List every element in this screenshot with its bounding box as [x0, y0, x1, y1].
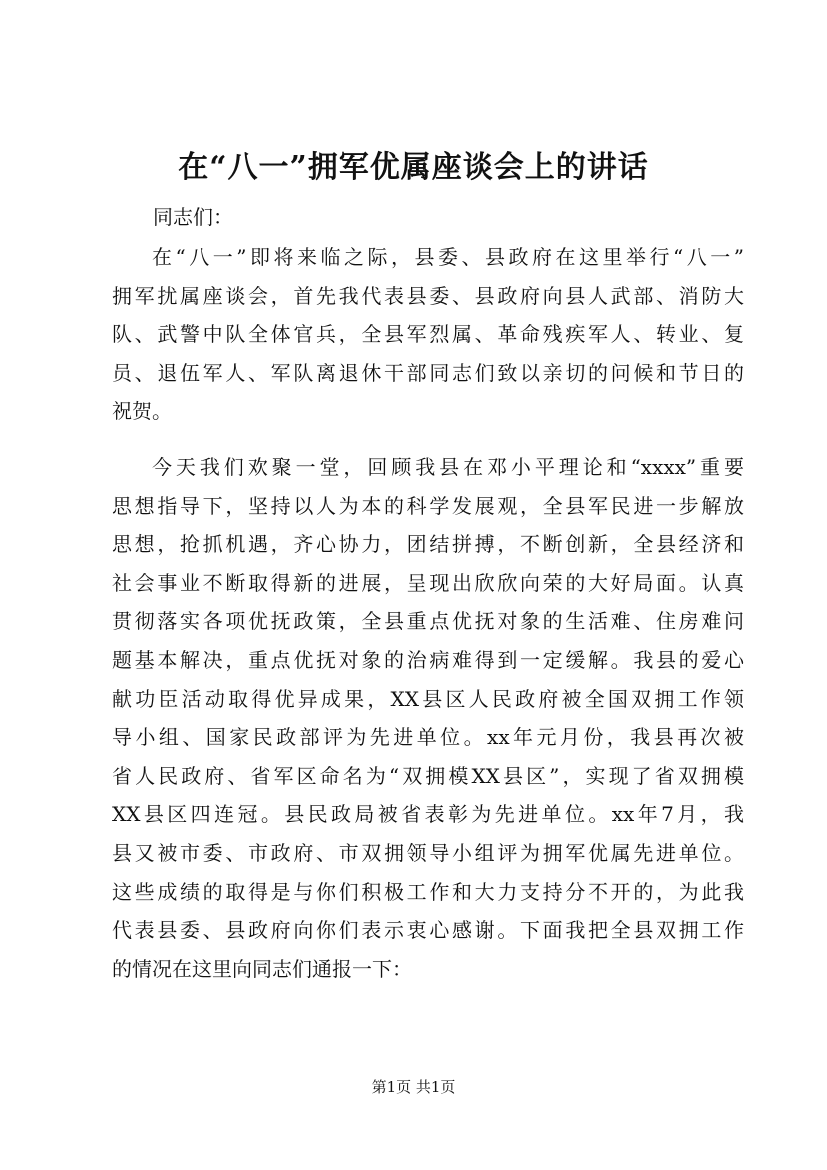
paragraph-line: 队、武警中队全体官兵，全县军烈属、革命残疾军人、转业、复: [112, 322, 744, 347]
paragraph-line: XX县区四连冠。县民政局被省表彰为先进单位。xx年7月，我: [112, 802, 744, 827]
paragraph-line: 社会事业不断取得新的进展，呈现出欣欣向荣的大好局面。认真: [112, 570, 744, 595]
paragraph-line: 题基本解决，重点优抚对象的治病难得到一定缓解。我县的爱心: [112, 647, 744, 672]
paragraph-line: 这些成绩的取得是与你们积极工作和大力支持分不开的，为此我: [112, 879, 744, 904]
paragraph-line: 导小组、国家民政部评为先进单位。xx年元月份，我县再次被: [112, 725, 744, 750]
paragraph-line: 今天我们欢聚一堂，回顾我县在邓小平理论和“xxxx”重要: [152, 455, 744, 479]
salutation: 同志们：: [153, 205, 233, 229]
page-footer: 第1页 共1页: [371, 1078, 456, 1096]
paragraph-line: 在“八一”即将来临之际，县委、县政府在这里举行“八一”: [152, 245, 744, 269]
paragraph-line: 拥军扰属座谈会，首先我代表县委、县政府向县人武部、消防大: [112, 283, 744, 308]
document-title: 在“八一”拥军优属座谈会上的讲话: [178, 150, 649, 185]
paragraph: [112, 238, 744, 431]
paragraph-line: 祝贺。: [112, 399, 172, 424]
paragraph-line: 思想，抢抓机遇，齐心协力，团结拼搏，不断创新，全县经济和: [112, 532, 744, 557]
paragraph-line: 思想指导下，坚持以人为本的科学发展观，全县军民进一步解放: [112, 493, 744, 518]
paragraph-line: 员、退伍军人、军队离退休干部同志们致以亲切的问候和节日的: [112, 360, 744, 385]
paragraph-line: 的情况在这里向同志们通报一下：: [112, 956, 412, 981]
paragraph-line: 县又被市委、市政府、市双拥领导小组评为拥军优属先进单位。: [112, 840, 744, 865]
paragraph-line: 贯彻落实各项优抚政策，全县重点优抚对象的生活难、住房难问: [112, 609, 744, 634]
paragraph: [112, 448, 744, 988]
paragraph-line: 献功臣活动取得优异成果，XX县区人民政府被全国双拥工作领: [112, 686, 744, 711]
paragraph-line: 代表县委、县政府向你们表示衷心感谢。下面我把全县双拥工作: [112, 918, 744, 943]
paragraph-line: 省人民政府、省军区命名为“双拥模XX县区”，实现了省双拥模: [112, 763, 744, 788]
